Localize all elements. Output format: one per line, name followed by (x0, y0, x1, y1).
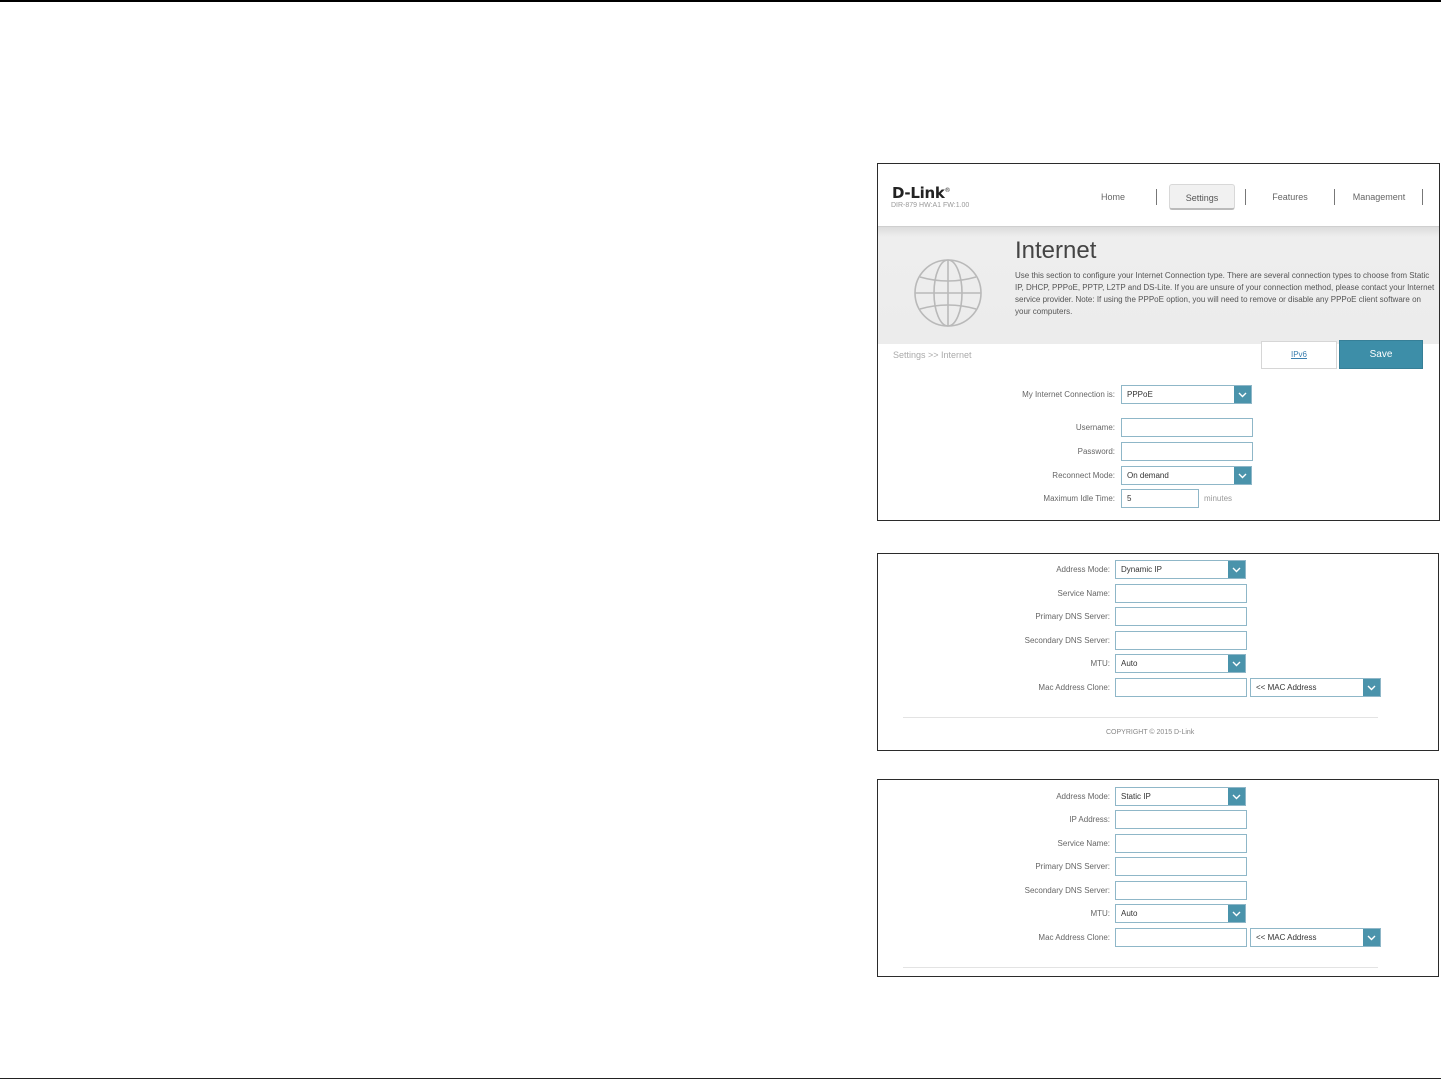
address-mode-select[interactable]: Static IP (1115, 787, 1246, 806)
ipv6-link-button[interactable]: IPv6 (1261, 341, 1337, 369)
address-mode-label: Address Mode: (1056, 792, 1110, 801)
secondary-dns-input[interactable] (1115, 631, 1247, 650)
mtu-label: MTU: (1090, 659, 1110, 668)
page-top-rule (0, 0, 1441, 2)
divider (903, 717, 1378, 718)
divider (903, 967, 1378, 968)
chevron-down-icon (1228, 905, 1245, 922)
mac-clone-input[interactable] (1115, 678, 1247, 697)
internet-settings-screenshot (877, 163, 1440, 521)
ip-address-label: IP Address: (1069, 815, 1110, 824)
save-button[interactable]: Save (1339, 340, 1423, 369)
globe-icon (912, 257, 984, 329)
connection-type-select[interactable]: PPPoE (1121, 385, 1252, 404)
dynamic-ip-screenshot (877, 553, 1439, 751)
page-description: Use this section to configure your Internet Connection type. There are several connection types to choose from Static IP, DHCP, PPPoE, PPTP, L2TP and DS-Lite. If you are unsure of your connection method, please contact your Internet service provider. Note: If using the PPPoE option, you will need to remove or disable any PPPoE client software on your computers. (1015, 271, 1435, 316)
service-name-label: Service Name: (1057, 589, 1110, 598)
nav-divider (1334, 189, 1335, 205)
reconnect-mode-select[interactable]: On demand (1121, 466, 1252, 485)
chevron-down-icon (1228, 788, 1245, 805)
mac-address-select[interactable]: << MAC Address (1250, 928, 1381, 947)
username-input[interactable] (1121, 418, 1253, 437)
nav-divider (1422, 189, 1423, 205)
nav-settings[interactable]: Settings (1169, 184, 1235, 210)
mac-address-select[interactable]: << MAC Address (1250, 678, 1381, 697)
password-input[interactable] (1121, 442, 1253, 461)
mac-clone-input[interactable] (1115, 928, 1247, 947)
page-title: Internet (1015, 237, 1097, 264)
service-name-label: Service Name: (1057, 839, 1110, 848)
ip-address-input[interactable] (1115, 810, 1247, 829)
chevron-down-icon (1363, 929, 1380, 946)
primary-dns-input[interactable] (1115, 607, 1247, 626)
idle-unit-label: minutes (1204, 494, 1233, 503)
secondary-dns-label: Secondary DNS Server: (1024, 886, 1110, 895)
reconnect-mode-label: Reconnect Mode: (1052, 471, 1115, 480)
chevron-down-icon (1363, 679, 1380, 696)
max-idle-time-input[interactable]: 5 (1121, 489, 1199, 508)
password-label: Password: (1077, 447, 1115, 456)
secondary-dns-input[interactable] (1115, 881, 1247, 900)
breadcrumb: Settings >> Internet (893, 350, 972, 360)
nav-divider (1245, 189, 1246, 205)
username-label: Username: (1075, 423, 1115, 432)
address-mode-select[interactable]: Dynamic IP (1115, 560, 1246, 579)
copyright-text: COPYRIGHT © 2015 D-Link (1106, 729, 1195, 736)
main-nav (878, 184, 1440, 210)
nav-divider (1156, 189, 1157, 205)
mtu-select[interactable]: Auto (1115, 904, 1246, 923)
primary-dns-label: Primary DNS Server: (1035, 862, 1110, 871)
chevron-down-icon (1228, 655, 1245, 672)
connection-type-label: My Internet Connection is: (1022, 390, 1115, 399)
max-idle-time-label: Maximum Idle Time: (1043, 494, 1115, 503)
service-name-input[interactable] (1115, 584, 1247, 603)
mac-clone-label: Mac Address Clone: (1038, 933, 1110, 942)
page-banner (878, 226, 1440, 344)
mtu-label: MTU: (1090, 909, 1110, 918)
service-name-input[interactable] (1115, 834, 1247, 853)
primary-dns-label: Primary DNS Server: (1035, 612, 1110, 621)
dlink-logo: D-Link® (892, 184, 951, 202)
model-info: DIR-879 HW:A1 FW:1.00 (891, 202, 970, 209)
mtu-select[interactable]: Auto (1115, 654, 1246, 673)
static-ip-screenshot (877, 779, 1439, 977)
mac-clone-label: Mac Address Clone: (1038, 683, 1110, 692)
page-bottom-rule (0, 1078, 1441, 1079)
address-mode-label: Address Mode: (1056, 565, 1110, 574)
chevron-down-icon (1234, 467, 1251, 484)
secondary-dns-label: Secondary DNS Server: (1024, 636, 1110, 645)
chevron-down-icon (1228, 561, 1245, 578)
nav-features[interactable]: Features (1272, 192, 1308, 202)
chevron-down-icon (1234, 386, 1251, 403)
nav-management[interactable]: Management (1352, 192, 1406, 202)
nav-home[interactable]: Home (1100, 192, 1125, 202)
primary-dns-input[interactable] (1115, 857, 1247, 876)
